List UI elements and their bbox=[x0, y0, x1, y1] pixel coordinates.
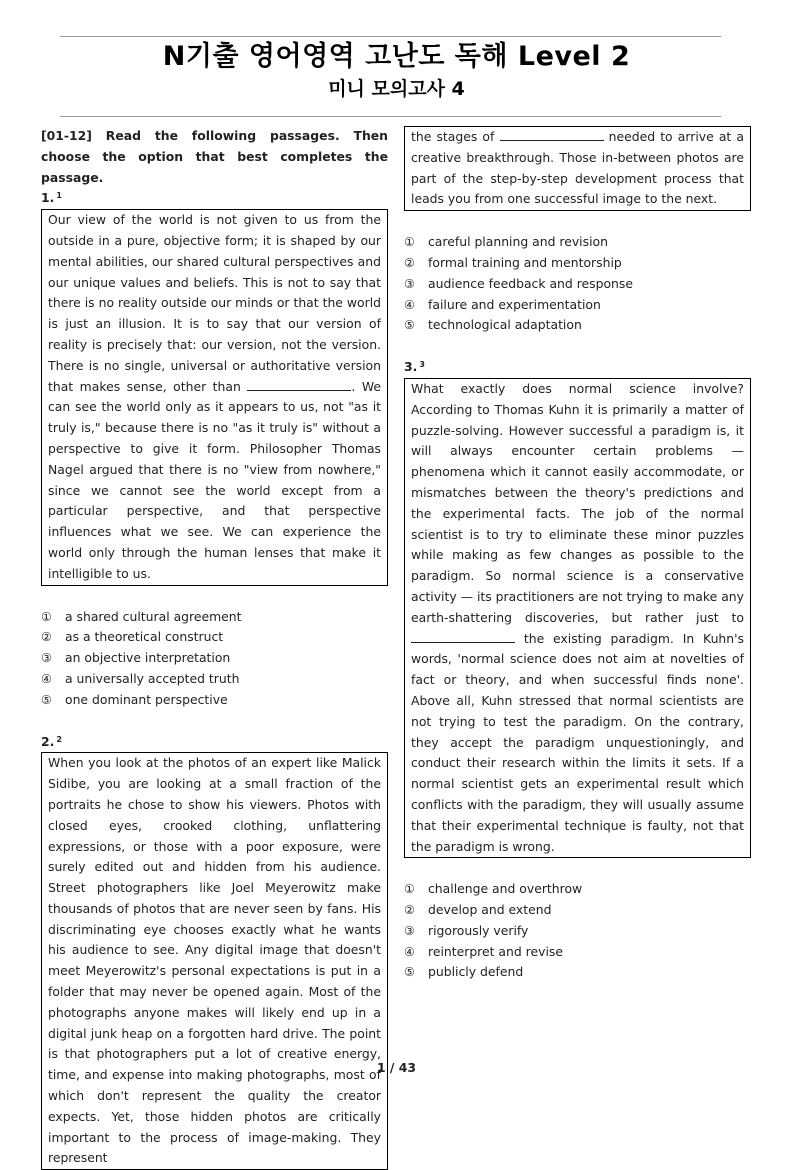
answer-blank bbox=[500, 128, 604, 141]
option-mark: ⑤ bbox=[404, 318, 415, 333]
page-title: N기출 영어영역 고난도 독해 Level 2 bbox=[162, 41, 631, 72]
option-text: as a theoretical construct bbox=[65, 629, 224, 645]
option-mark: ③ bbox=[404, 923, 415, 938]
left-column bbox=[41, 126, 388, 1170]
option-item[interactable] bbox=[41, 627, 388, 648]
option-mark: ④ bbox=[41, 671, 52, 686]
passage-text: What exactly does normal science involve? According to Thomas Kuhn it is primarily a matter of puzzle-solving. However successful a paradigm is, it will always encounter certain problems — phenomena which it cannot easily accommodate, or mismatches between the theory's predictions and the experimental facts. The job of the normal scientist is to try to eliminate these minor puzzles while making as few changes as possible to the paradigm. So normal science is a conservative activity — its practitioners are not trying to make any earth-shattering discoveries, but rather just to bbox=[411, 380, 744, 625]
option-item[interactable] bbox=[404, 942, 751, 963]
option-item[interactable] bbox=[404, 274, 751, 295]
option-mark: ② bbox=[404, 903, 415, 918]
header-rule bbox=[60, 116, 721, 117]
option-text: publicly defend bbox=[428, 964, 524, 980]
option-text: careful planning and revision bbox=[428, 234, 608, 250]
instructions: [01-12] Read the following passages. Then choose the option that best completes the passage. bbox=[41, 128, 388, 185]
options-list-1 bbox=[41, 607, 388, 711]
question-number-2: 2. $^2$ bbox=[41, 733, 62, 749]
passage-text: When you look at the photos of an expert like Malick Sidibe, you are looking at a small fraction of the portraits he chose to show his viewers. Photos with closed eyes, crooked clothing, unflattering expressions, or those with a poor exposure, were surely edited out and hidden from his audience. Street photographers like Joel Meyerowitz make thousands of photos that are never seen by fans. His discriminating eye chooses exactly what he wants his audience to see. Any digital image that doesn't meet Meyerowitz's personal expectations is put in a folder that may never be opened again. Most of the photographs anyone makes will likely end up in a digital junk heap on a forgotten hard drive. The point is that photographers put a lot of creative energy, time, and expense into making photographs, most of which don't represent the quality the creator expects. Yet, those hidden photos are critically important to the process of image-making. They represent bbox=[48, 755, 381, 1166]
footnote-ref: 3 bbox=[419, 360, 425, 370]
option-mark: ② bbox=[41, 630, 52, 645]
option-mark: ③ bbox=[41, 651, 52, 666]
option-text: rigorously verify bbox=[428, 922, 529, 938]
answer-blank bbox=[247, 378, 351, 391]
passage-box-2 bbox=[41, 752, 388, 1170]
passage-text: Our view of the world is not given to us from the outside in a pure, objective form; it is shaped by our mental abilities, our shared cultural perspectives and our unique values and beliefs. This is not to say that there is no reality outside our minds or that the world is just an illusion. It is to say that our version of reality is precisely that: our version, not the version. There is no single, universal or authoritative version that makes sense, other than bbox=[48, 212, 381, 394]
option-mark: ⑤ bbox=[404, 965, 415, 980]
option-text: an objective interpretation bbox=[65, 650, 231, 666]
option-item[interactable] bbox=[404, 962, 751, 983]
option-mark: ① bbox=[41, 609, 52, 624]
footnote-ref: 2 bbox=[56, 734, 62, 744]
option-item[interactable] bbox=[404, 315, 751, 336]
option-item[interactable] bbox=[404, 253, 751, 274]
passage-box-2-continued bbox=[404, 126, 751, 211]
option-item[interactable] bbox=[404, 900, 751, 921]
passage-text: the existing paradigm. In Kuhn's words, 'normal science does not aim at novelties of fact or theory, and when successful finds none'. Above all, Kuhn stressed that normal scientists are not trying to test the paradigm. On the contrary, they accept the paradigm unquestioningly, and conduct their research within the limits it sets. If a normal scientist gets an experimental result which conflicts with the paradigm, they will usually assume that their experimental technique is faulty, not that the paradigm is wrong. bbox=[411, 630, 744, 854]
option-item[interactable] bbox=[404, 295, 751, 316]
passage-text: needed to arrive at a creative breakthrough. Those in-between photos are part of the step-by-step development process that leads you from one successful image to the next. bbox=[411, 129, 744, 207]
option-mark: ⑤ bbox=[41, 692, 52, 707]
option-text: formal training and mentorship bbox=[428, 254, 622, 270]
option-mark: ④ bbox=[404, 297, 415, 312]
option-item[interactable] bbox=[41, 690, 388, 711]
passage-box-3 bbox=[404, 378, 751, 858]
option-mark: ① bbox=[404, 882, 415, 897]
option-mark: ② bbox=[404, 255, 415, 270]
option-item[interactable] bbox=[404, 921, 751, 942]
answer-blank bbox=[411, 630, 515, 643]
option-text: technological adaptation bbox=[428, 317, 582, 333]
option-item[interactable] bbox=[41, 669, 388, 690]
options-list-3 bbox=[404, 879, 751, 983]
page-subtitle: 미니 모의고사 4 bbox=[328, 78, 465, 100]
option-text: failure and experimentation bbox=[428, 296, 601, 312]
option-text: one dominant perspective bbox=[65, 691, 228, 707]
option-text: develop and extend bbox=[428, 902, 552, 918]
option-mark: ① bbox=[404, 235, 415, 250]
option-item[interactable] bbox=[404, 879, 751, 900]
option-item[interactable] bbox=[41, 648, 388, 669]
footnote-ref: 1 bbox=[56, 191, 62, 201]
option-text: challenge and overthrow bbox=[428, 881, 583, 897]
option-text: audience feedback and response bbox=[428, 275, 633, 291]
option-text: a shared cultural agreement bbox=[65, 608, 242, 624]
top-rule bbox=[60, 36, 721, 37]
option-item[interactable] bbox=[404, 232, 751, 253]
question-number-3: 3. $^3$ bbox=[404, 359, 425, 375]
page-number: 1 / 43 bbox=[376, 1060, 417, 1075]
passage-box-1 bbox=[41, 209, 388, 585]
option-mark: ③ bbox=[404, 276, 415, 291]
options-list-2 bbox=[404, 232, 751, 336]
option-text: reinterpret and revise bbox=[428, 943, 563, 959]
option-text: a universally accepted truth bbox=[65, 670, 240, 686]
passage-text: the stages of bbox=[411, 129, 495, 144]
option-mark: ④ bbox=[404, 944, 415, 959]
passage-text: . We can see the world only as it appears to us, not "as it truly is," because there is no "as it truly is" without a perspective to give it form. Philosopher Thomas Nagel argued that there is no "view from nowhere," since we cannot see the world except from a particular perspective, and that perspective influences what we see. We can experience the world only through the human lenses that make it intelligible to us. bbox=[48, 378, 381, 581]
option-item[interactable] bbox=[41, 607, 388, 628]
right-column bbox=[404, 126, 751, 983]
question-number-1: 1. $^1$ bbox=[41, 190, 62, 206]
